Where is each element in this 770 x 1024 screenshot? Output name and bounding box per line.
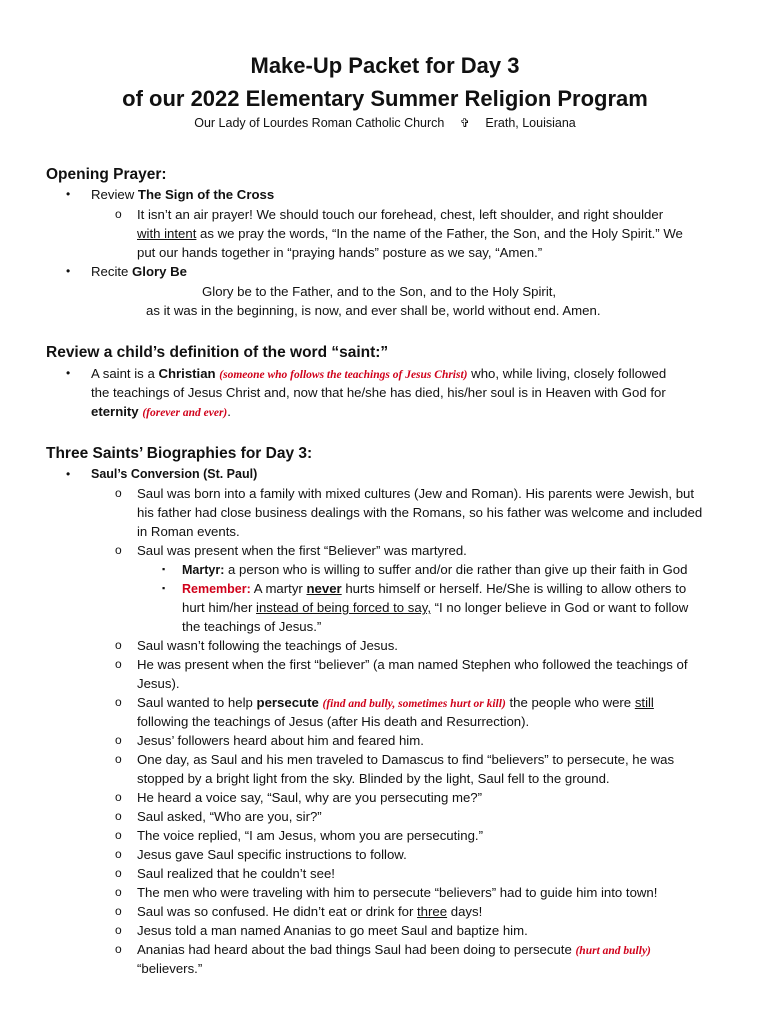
circle-bullet-icon: o <box>115 752 122 766</box>
sign-instruction-line1: It isn’t an air prayer! We should touch our forehead, chest, left shoulder, and right shoulder <box>137 207 664 222</box>
bio-item-9: Saul asked, “Who are you, sir?” <box>137 809 322 824</box>
bio-item-6: Jesus’ followers heard about him and feared him. <box>137 733 424 748</box>
saint-definition-heading: Review a child’s definition of the word “saint:” <box>46 344 389 361</box>
bio-item-7-line2: stopped by a bright light from the sky. Blinded by the light, Saul fell to the ground. <box>137 771 610 786</box>
circle-bullet-icon: o <box>115 790 122 804</box>
bio-item-5-line2: following the teachings of Jesus (after His death and Resurrection). <box>137 714 530 729</box>
circle-bullet-icon: o <box>115 885 122 899</box>
circle-bullet-icon: o <box>115 809 122 823</box>
circle-bullet-icon: o <box>115 828 122 842</box>
bio-item-4-line1: He was present when the first “believer” (a man named Stephen who followed the teachings of <box>137 657 688 672</box>
saint-definition-line1: A saint is a Christian (someone who follows the teachings of Jesus Christ) who, while living, closely followed <box>91 366 667 381</box>
square-bullet-icon: ▪ <box>162 564 166 574</box>
circle-bullet-icon: o <box>115 904 122 918</box>
glory-be-text-line1: Glory be to the Father, and to the Son, and to the Holy Spirit, <box>202 284 557 299</box>
bio-item-15: Jesus told a man named Ananias to go meet Saul and baptize him. <box>137 923 528 938</box>
bio-item-11: Jesus gave Saul specific instructions to follow. <box>137 847 407 862</box>
church-name: Our Lady of Lourdes Roman Catholic Church <box>194 116 445 130</box>
bio-item-10: The voice replied, “I am Jesus, whom you are persecuting.” <box>137 828 483 843</box>
glory-be-item: Recite Glory Be <box>91 264 188 279</box>
church-location: Erath, Louisiana <box>485 116 576 130</box>
circle-bullet-icon: o <box>115 923 122 937</box>
saint1-title: Saul’s Conversion (St. Paul) <box>91 467 258 481</box>
bio-item-13: The men who were traveling with him to persecute “believers” had to guide him into town! <box>137 885 658 900</box>
bio-item-16-line2: “believers.” <box>137 961 203 976</box>
martyr-definition: Martyr: a person who is willing to suffer and/or die rather than give up their faith in God <box>182 562 688 577</box>
bio-item-4-line2: Jesus). <box>137 676 180 691</box>
circle-bullet-icon: o <box>115 695 122 709</box>
bullet-icon: • <box>66 187 71 201</box>
circle-bullet-icon: o <box>115 657 122 671</box>
church-subtitle <box>0 115 770 131</box>
biographies-heading: Three Saints’ Biographies for Day 3: <box>46 445 313 462</box>
saint-definition-line3: eternity (forever and ever). <box>91 404 231 419</box>
bio-item-5-line1: Saul wanted to help persecute (find and bully, sometimes hurt or kill) the people who were still <box>137 695 654 710</box>
bio-item-7-line1: One day, as Saul and his men traveled to Damascus to find “believers” to persecute, he was <box>137 752 675 767</box>
bio-item-1-line1: Saul was born into a family with mixed cultures (Jew and Roman). His parents were Jewish, but <box>137 486 695 501</box>
sign-instruction-line2: with intent as we pray the words, “In the name of the Father, the Son, and the Holy Spirit.” We <box>137 226 683 241</box>
sign-instruction-line3: put our hands together in “praying hands” posture as we say, “Amen.” <box>137 245 543 260</box>
glory-be-text-line2: as it was in the beginning, is now, and ever shall be, world without end. Amen. <box>146 303 601 318</box>
document-title-line2: of our 2022 Elementary Summer Religion Program <box>122 86 648 111</box>
opening-prayer-heading: Opening Prayer: <box>46 166 167 183</box>
circle-bullet-icon: o <box>115 486 122 500</box>
bio-item-12: Saul realized that he couldn’t see! <box>137 866 335 881</box>
bio-item-8: He heard a voice say, “Saul, why are you persecuting me?” <box>137 790 482 805</box>
remember-note-line1: Remember: A martyr never hurts himself or herself. He/She is willing to allow others to <box>182 581 687 596</box>
circle-bullet-icon: o <box>115 207 122 221</box>
bullet-icon: • <box>66 467 71 481</box>
circle-bullet-icon: o <box>115 638 122 652</box>
document-title-line1: Make-Up Packet for Day 3 <box>250 53 520 78</box>
sign-of-cross-item: Review The Sign of the Cross <box>91 187 275 202</box>
remember-note-line2: hurt him/her instead of being forced to say, “I no longer believe in God or want to follow <box>182 600 689 615</box>
circle-bullet-icon: o <box>115 733 122 747</box>
bullet-icon: • <box>66 366 71 380</box>
bio-item-3: Saul wasn’t following the teachings of Jesus. <box>137 638 398 653</box>
bio-item-1-line2: his father had close business dealings with the Romans, so his father was welcome and included <box>137 505 703 520</box>
circle-bullet-icon: o <box>115 543 122 557</box>
bullet-icon: • <box>66 264 71 278</box>
bio-item-16-line1: Ananias had heard about the bad things Saul had been doing to persecute (hurt and bully) <box>137 942 651 957</box>
cross-icon: ✞ <box>459 116 470 130</box>
circle-bullet-icon: o <box>115 847 122 861</box>
saint-definition-line2: the teachings of Jesus Christ and, now that he/she has died, his/her soul is in Heaven with God for <box>91 385 666 400</box>
bio-item-2: Saul was present when the first “Believer” was martyred. <box>137 543 467 558</box>
remember-note-line3: the teachings of Jesus.” <box>182 619 322 634</box>
circle-bullet-icon: o <box>115 866 122 880</box>
square-bullet-icon: ▪ <box>162 583 166 593</box>
circle-bullet-icon: o <box>115 942 122 956</box>
bio-item-14: Saul was so confused. He didn’t eat or drink for three days! <box>137 904 483 919</box>
bio-item-1-line3: in Roman events. <box>137 524 240 539</box>
